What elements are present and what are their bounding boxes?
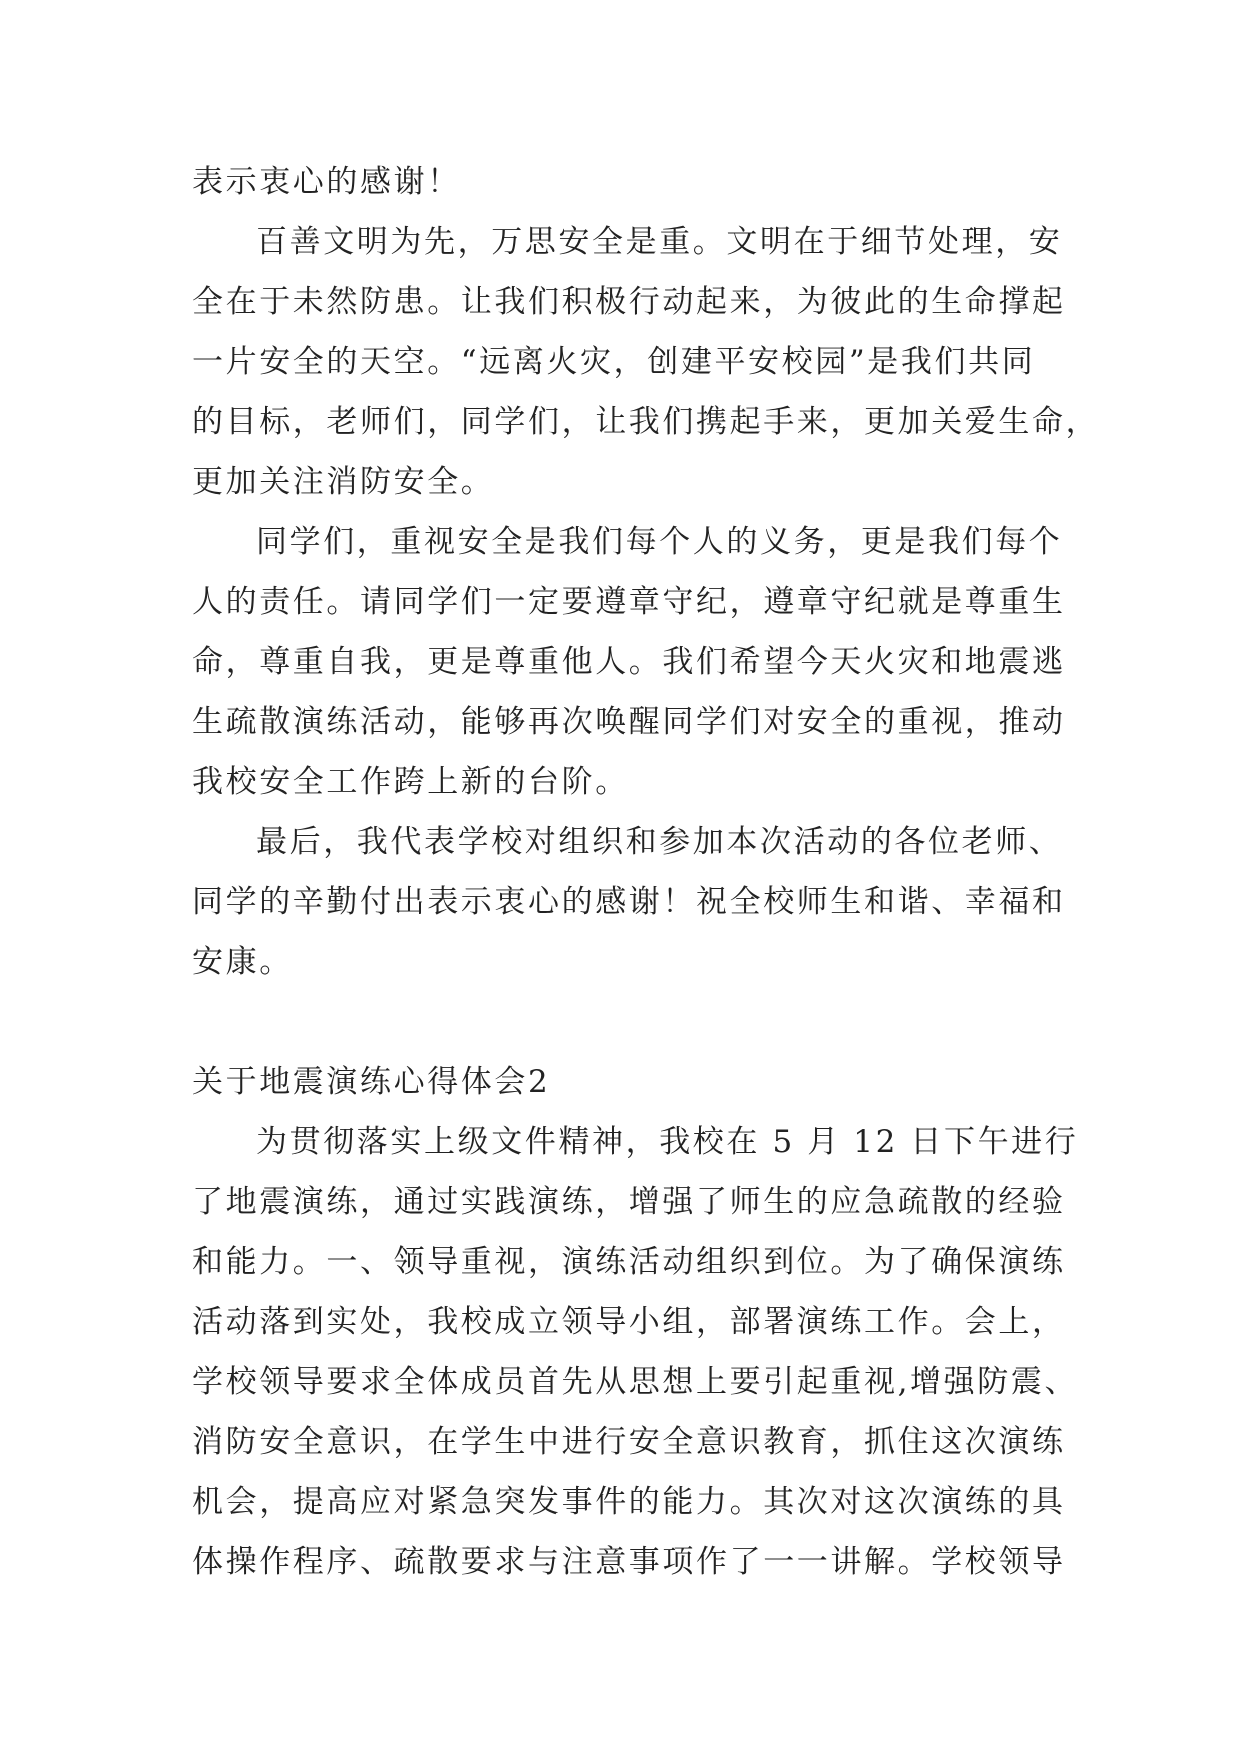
document-page	[192, 152, 1100, 1592]
section-heading: 关于地震演练心得体会2	[192, 1064, 551, 1100]
text-line: 人的责任。请同学们一定要遵章守纪，遵章守纪就是尊重生	[192, 584, 1066, 620]
section-gap	[192, 992, 1052, 1052]
text-line: 体操作程序、疏散要求与注意事项作了一一讲解。学校领导	[192, 1544, 1066, 1580]
text-line: 了地震演练，通过实践演练，增强了师生的应急疏散的经验	[192, 1184, 1066, 1220]
paragraph-first-line: 百善文明为先，万思安全是重。文明在于细节处理，安	[256, 224, 1063, 260]
text-line: 同学的辛勤付出表示衷心的感谢！祝全校师生和谐、幸福和	[192, 884, 1066, 920]
text-line: 安康。	[192, 944, 293, 980]
text-line: 机会，提高应对紧急突发事件的能力。其次对这次演练的具	[192, 1484, 1066, 1520]
text-line: 命，尊重自我，更是尊重他人。我们希望今天火灾和地震逃	[192, 644, 1066, 680]
text-line: 更加关注消防安全。	[192, 464, 495, 500]
text-line: 生疏散演练活动，能够再次唤醒同学们对安全的重视，推动	[192, 704, 1066, 740]
text-line: 和能力。一、领导重视，演练活动组织到位。为了确保演练	[192, 1244, 1066, 1280]
text-line: 活动落到实处，我校成立领导小组，部署演练工作。会上，	[192, 1304, 1066, 1340]
text-line: 全在于未然防患。让我们积极行动起来，为彼此的生命撑起	[192, 284, 1066, 320]
text-line: 我校安全工作跨上新的台阶。	[192, 764, 629, 800]
text-line: 表示衷心的感谢！	[192, 164, 461, 200]
paragraph-first-line: 同学们，重视安全是我们每个人的义务，更是我们每个	[256, 524, 1063, 560]
paragraph-first-line: 最后，我代表学校对组织和参加本次活动的各位老师、	[256, 824, 1063, 860]
text-line: 学校领导要求全体成员首先从思想上要引起重视,增强防震、	[192, 1364, 1079, 1400]
paragraph-first-line: 为贯彻落实上级文件精神，我校在 5 月 12 日下午进行	[256, 1124, 1079, 1160]
text-line: 的目标，老师们，同学们，让我们携起手来，更加关爱生命，	[192, 404, 1100, 440]
text-line: 消防安全意识，在学生中进行安全意识教育，抓住这次演练	[192, 1424, 1066, 1460]
text-line: 一片安全的天空。“远离火灾，创建平安校园”是我们共同	[192, 344, 1036, 380]
